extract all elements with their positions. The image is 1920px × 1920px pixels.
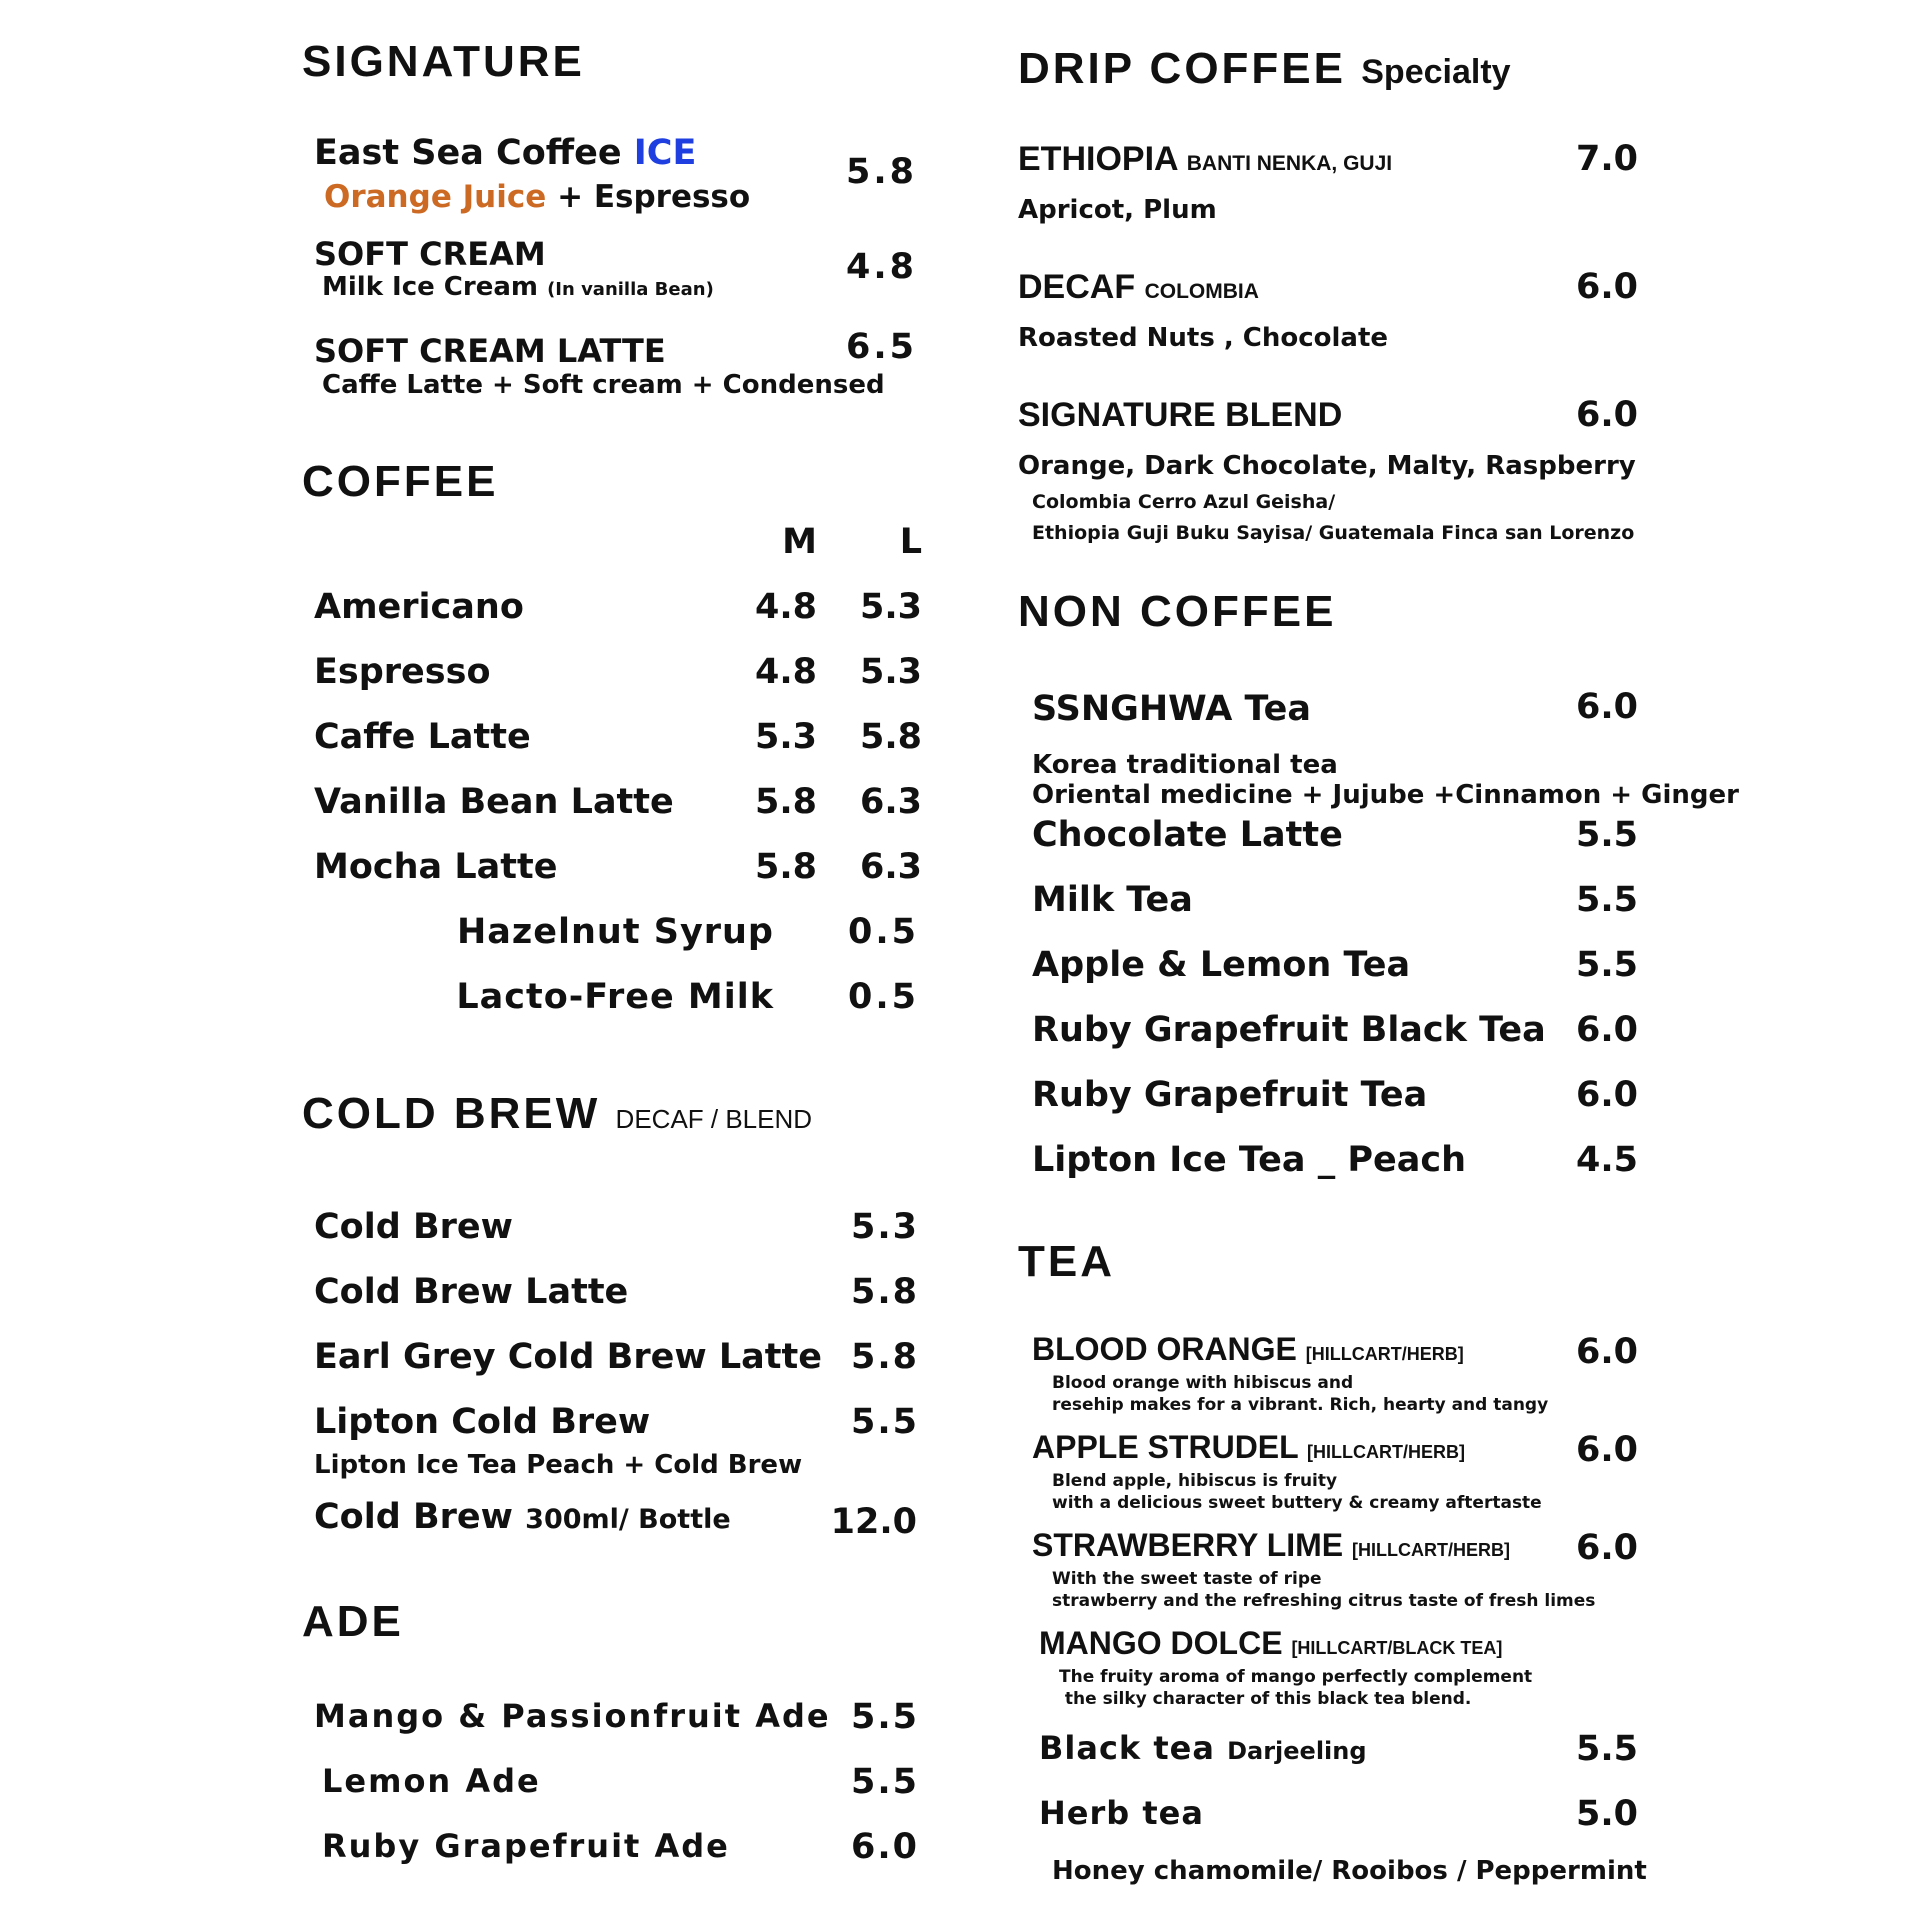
tea-price: 6.0 [1575, 1332, 1638, 1372]
menu-item: Lemon Ade [322, 1762, 541, 1800]
menu-item: Vanilla Bean Latte [314, 782, 674, 822]
tea-item-name: APPLE STRUDEL [1032, 1429, 1299, 1465]
item-price: 5.5 [1575, 880, 1638, 920]
lipton-cold-brew-description: Lipton Ice Tea Peach + Cold Brew [314, 1450, 803, 1480]
tea-item-brand: [HILLCART/HERB] [1307, 1442, 1465, 1462]
drip-item [1018, 142, 1392, 176]
item-price: 5.8 [850, 1337, 919, 1377]
drip-title: DRIP COFFEE [1018, 44, 1347, 93]
menu-item: Ruby Grapefruit Tea [1032, 1075, 1428, 1115]
soft-cream-desc: Milk Ice Cream [322, 272, 538, 302]
extra-price: 0.5 [847, 912, 919, 952]
menu-item: Lipton Cold Brew [314, 1402, 651, 1442]
column-header-m: M [782, 522, 817, 562]
column-header-l: L [899, 522, 922, 562]
black-tea-name: Black tea [1039, 1729, 1215, 1767]
price-medium: 5.8 [754, 847, 817, 887]
menu-item-soft-cream: SOFT CREAM [314, 235, 546, 273]
item-price: 5.5 [1575, 815, 1638, 855]
tea-item-brand: [HILLCART/BLACK TEA] [1291, 1638, 1503, 1658]
price-medium: 4.8 [754, 652, 817, 692]
menu-item: Americano [314, 587, 524, 627]
price-large: 6.3 [859, 847, 922, 887]
drip-item [1018, 398, 1342, 432]
soft-cream-desc-small: (In vanilla Bean) [547, 279, 714, 300]
tea-description-2: the silky character of this black tea blend. [1059, 1689, 1472, 1709]
east-sea-description [324, 179, 751, 215]
drip-tasting-notes: Orange, Dark Chocolate, Malty, Raspberry [1018, 451, 1636, 481]
menu-item-soft-cream-latte: SOFT CREAM LATTE [314, 332, 666, 370]
price-medium: 5.3 [754, 717, 817, 757]
item-price: 5.5 [850, 1402, 919, 1442]
menu-item: Cold Brew Latte [314, 1272, 629, 1312]
menu-item-ssanghwa-tea: SSNGHWA Tea [1032, 689, 1312, 729]
price-soft-cream-latte: 6.5 [845, 327, 917, 367]
menu-item: Cold Brew [314, 1207, 513, 1247]
bottle-size: 300ml/ Bottle [525, 1504, 731, 1535]
blend-origin-line-1: Colombia Cerro Azul Geisha/ [1032, 491, 1336, 513]
soft-cream-description [322, 274, 714, 300]
drip-price: 6.0 [1575, 267, 1638, 307]
menu-item: Milk Tea [1032, 880, 1193, 920]
menu-item: Lipton Ice Tea _ Peach [1032, 1140, 1467, 1180]
price-medium: 4.8 [754, 587, 817, 627]
drip-item-origin: BANTI NENKA, GUJI [1186, 152, 1393, 175]
orange-juice-label: Orange Juice [324, 179, 547, 215]
section-title-coffee: COFFEE [302, 457, 499, 506]
price-cold-brew-bottle: 12.0 [830, 1502, 917, 1542]
section-title-non-coffee: NON COFFEE [1018, 587, 1337, 636]
drip-price: 6.0 [1575, 395, 1638, 435]
ssanghwa-description-2: Oriental medicine + Jujube +Cinnamon + Ginger [1032, 780, 1739, 810]
menu-item: Apple & Lemon Tea [1032, 945, 1411, 985]
drip-item [1018, 270, 1259, 304]
tea-item-brand: [HILLCART/HERB] [1352, 1540, 1510, 1560]
menu-item: Mango & Passionfruit Ade [314, 1697, 831, 1735]
section-title-cold-brew [302, 1089, 813, 1138]
tea-description-2: resehip makes for a vibrant. Rich, hearty and tangy [1052, 1395, 1549, 1415]
cold-brew-subtitle: DECAF / BLEND [615, 1104, 813, 1134]
item-price: 6.0 [1575, 1075, 1638, 1115]
price-ssanghwa-tea: 6.0 [1575, 687, 1638, 727]
menu-item: Earl Grey Cold Brew Latte [314, 1337, 822, 1377]
menu-item-herb-tea: Herb tea [1039, 1794, 1204, 1832]
soft-cream-latte-description: Caffe Latte + Soft cream + Condensed [322, 370, 885, 400]
bottle-name: Cold Brew [314, 1497, 513, 1537]
ssanghwa-description-1: Korea traditional tea [1032, 750, 1338, 780]
section-title-tea: TEA [1018, 1237, 1115, 1286]
tea-description-1: Blood orange with hibiscus and [1052, 1373, 1354, 1393]
tea-item [1039, 1627, 1502, 1659]
tea-item-brand: [HILLCART/HERB] [1305, 1344, 1464, 1364]
drip-item-name: ETHIOPIA [1018, 140, 1178, 178]
drip-item-name: SIGNATURE BLEND [1018, 396, 1343, 434]
menu-item: Espresso [314, 652, 491, 692]
item-price: 5.3 [850, 1207, 919, 1247]
drip-price: 7.0 [1575, 139, 1638, 179]
item-price: 6.0 [1575, 1010, 1638, 1050]
section-title-ade: ADE [302, 1597, 404, 1646]
tea-item [1032, 1529, 1510, 1561]
section-title-drip-coffee [1018, 44, 1511, 93]
item-price: 5.5 [1575, 945, 1638, 985]
tea-description-2: with a delicious sweet buttery & creamy aftertaste [1052, 1493, 1542, 1513]
menu-item: Ruby Grapefruit Ade [322, 1827, 730, 1865]
menu-item: Caffe Latte [314, 717, 531, 757]
ice-label: ICE [633, 133, 697, 173]
tea-item-name: MANGO DOLCE [1039, 1625, 1283, 1661]
menu-item-east-sea-coffee [314, 133, 697, 173]
menu-item-cold-brew-bottle [314, 1497, 731, 1537]
price-large: 5.8 [859, 717, 922, 757]
black-tea-origin: Darjeeling [1227, 1737, 1367, 1765]
price-black-tea: 5.5 [1575, 1729, 1638, 1769]
tea-item [1032, 1431, 1465, 1463]
menu-item-black-tea [1039, 1729, 1367, 1767]
extra-price: 0.5 [847, 977, 919, 1017]
section-title-signature: SIGNATURE [302, 37, 585, 86]
espresso-label: + Espresso [557, 179, 751, 215]
price-herb-tea: 5.0 [1575, 1794, 1638, 1834]
drip-item-name: DECAF [1018, 268, 1136, 306]
drip-item-origin: COLOMBIA [1144, 280, 1259, 303]
item-price: 5.5 [850, 1762, 919, 1802]
drip-subtitle: Specialty [1361, 53, 1511, 91]
price-large: 5.3 [859, 652, 922, 692]
tea-item [1032, 1333, 1464, 1365]
item-price: 4.5 [1575, 1140, 1638, 1180]
menu-item: Mocha Latte [314, 847, 558, 887]
tea-price: 6.0 [1575, 1430, 1638, 1470]
item-price: 6.0 [850, 1827, 919, 1867]
drip-tasting-notes: Apricot, Plum [1018, 195, 1217, 225]
item-price: 5.5 [850, 1697, 919, 1737]
price-large: 5.3 [859, 587, 922, 627]
tea-description-1: The fruity aroma of mango perfectly complement [1059, 1667, 1533, 1687]
herb-tea-description: Honey chamomile/ Rooibos / Peppermint [1052, 1856, 1647, 1886]
extra-item: Lacto-Free Milk [456, 977, 774, 1017]
tea-item-name: STRAWBERRY LIME [1032, 1527, 1344, 1563]
tea-description-2: strawberry and the refreshing citrus taste of fresh limes [1052, 1591, 1596, 1611]
price-large: 6.3 [859, 782, 922, 822]
tea-price: 6.0 [1575, 1528, 1638, 1568]
blend-origin-line-2: Ethiopia Guji Buku Sayisa/ Guatemala Finca san Lorenzo [1032, 522, 1635, 544]
item-price: 5.8 [850, 1272, 919, 1312]
menu-item: Ruby Grapefruit Black Tea [1032, 1010, 1546, 1050]
item-name: East Sea Coffee [314, 133, 622, 173]
price-soft-cream: 4.8 [845, 247, 917, 287]
extra-item: Hazelnut Syrup [456, 912, 774, 952]
tea-item-name: BLOOD ORANGE [1032, 1331, 1297, 1367]
price-medium: 5.8 [754, 782, 817, 822]
tea-description-1: Blend apple, hibiscus is fruity [1052, 1471, 1338, 1491]
price-east-sea: 5.8 [845, 152, 917, 192]
cold-brew-title: COLD BREW [302, 1089, 601, 1138]
drip-tasting-notes: Roasted Nuts , Chocolate [1018, 323, 1389, 353]
menu-item: Chocolate Latte [1032, 815, 1343, 855]
tea-description-1: With the sweet taste of ripe [1052, 1569, 1322, 1589]
